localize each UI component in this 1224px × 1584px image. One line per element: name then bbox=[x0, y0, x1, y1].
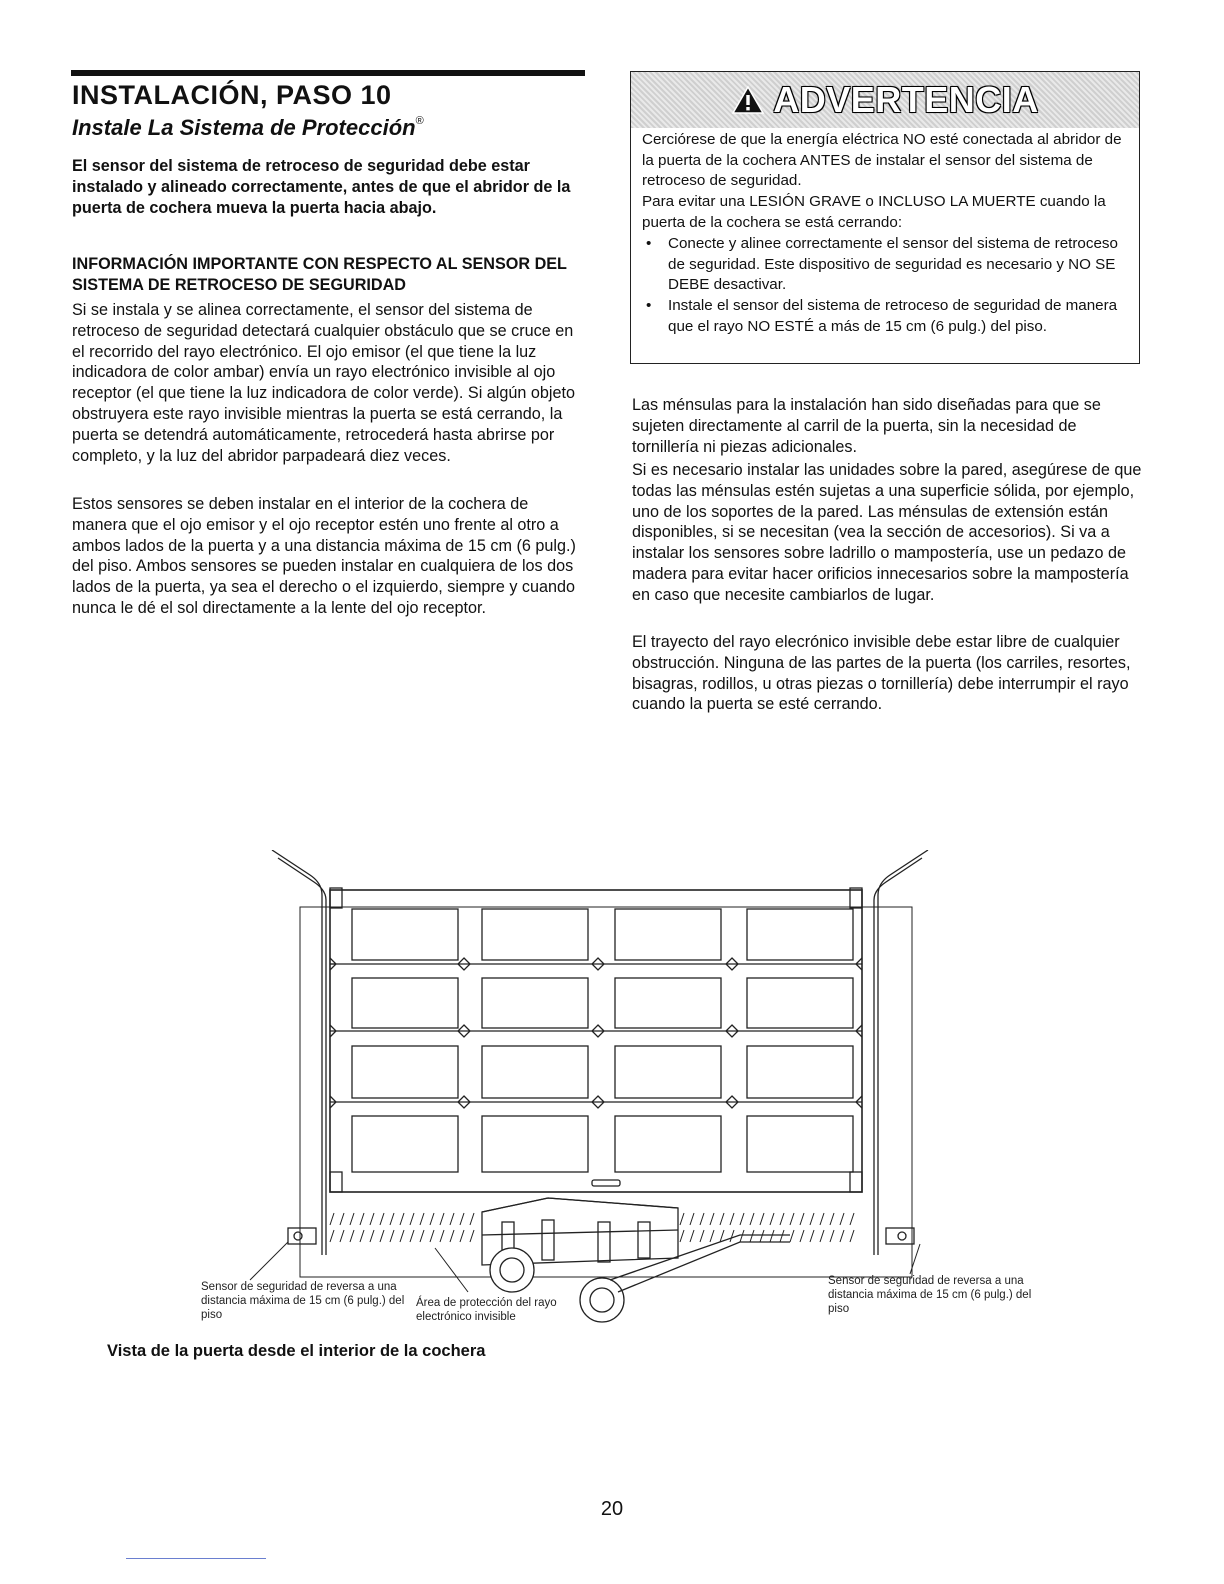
page-subtitle bbox=[72, 115, 424, 141]
warning-triangle-icon bbox=[731, 85, 765, 115]
bullet-dot: • bbox=[646, 235, 652, 252]
left-track-inner bbox=[278, 858, 326, 1255]
bullet-text: Conecte y alinee correctamente el sensor del sistema de retroceso de seguridad. Este dispositivo de seguridad es necesario y NO SE DEBE desactivar. bbox=[668, 235, 1118, 293]
left-paragraph-1: Si se instala y se alinea correctamente, el sensor del sistema de retroceso de seguridad detectará cualquier obstáculo que se cruce en el recorrido del rayo electrónico. El ojo emisor (el que tiene la luz indicadora de color ambar) envía un rayo electrónico invisible al ojo receptor (el que tiene la luz indicadora de color verde). Si algún objeto obstruyera este rayo invisible mientras la puerta se está cerrando, la puerta se detendrá automáticamente, retrocederá hasta abrirse por completo, y la luz del abridor parpadeará diez veces. bbox=[72, 301, 576, 465]
page-title: INSTALACIÓN, PASO 10 bbox=[72, 80, 392, 110]
footer-rule bbox=[126, 1558, 266, 1559]
bullet-dot: • bbox=[646, 297, 652, 314]
beam-area-label: Área de protección del rayo electrónico invisible bbox=[416, 1297, 557, 1323]
warning-paragraph-1: Cerciórese de que la energía eléctrica NO esté conectada al abridor de la puerta de la cochera ANTES de instalar el sensor del sistema de retroceso de seguridad. bbox=[642, 131, 1122, 189]
right-paragraph-1: Las ménsulas para la instalación han sido diseñadas para que se sujeten directamente al carril de la puerta, sin la necesidad de tornillería ni piezas adicionales. bbox=[632, 396, 1101, 456]
left-sensor-label: Sensor de seguridad de reversa a una distancia máxima de 15 cm (6 pulg.) del piso bbox=[201, 1281, 405, 1321]
garage-door-diagram bbox=[230, 850, 950, 1330]
right-sensor-label: Sensor de seguridad de reversa a una distancia máxima de 15 cm (6 pulg.) del piso bbox=[828, 1275, 1032, 1315]
right-sensor bbox=[886, 1228, 914, 1244]
warning-banner bbox=[631, 72, 1139, 128]
subtitle-text: Instale La Sistema de Protección bbox=[72, 115, 416, 140]
warning-paragraph-2: Para evitar una LESIÓN GRAVE o INCLUSO LA MUERTE cuando la puerta de la cochera se está cerrando: bbox=[642, 193, 1106, 231]
right-track bbox=[878, 850, 928, 1255]
lead-paragraph: El sensor del sistema de retroceso de seguridad debe estar instalado y alineado correctamente, antes de que el abridor de la puerta de cochera mueva la puerta hacia abajo. bbox=[72, 157, 571, 217]
page-number: 20 bbox=[600, 1498, 624, 1520]
warning-bullet-1 bbox=[646, 234, 1118, 296]
registered-mark: ® bbox=[415, 115, 424, 127]
left-paragraph-2: Estos sensores se deben instalar en el interior de la cochera de manera que el ojo emisor y el ojo receptor estén uno frente al otro a ambos lados de la puerta y a una distancia máxima de 15 cm (6 pulg.) del piso. Ambos sensores se pueden instalar en cualquiera de los dos lados de la puerta, ya sea el derecho o el izquierdo, siempre y cuando nunca le dé el sol directamente a la lente del ojo receptor. bbox=[72, 495, 576, 617]
info-heading: INFORMACIÓN IMPORTANTE CON RESPECTO AL SENSOR DEL SISTEMA DE RETROCESO DE SEGURIDAD bbox=[72, 255, 567, 294]
right-track-inner bbox=[874, 858, 922, 1255]
door-handle bbox=[592, 1180, 620, 1186]
title-rule bbox=[71, 70, 585, 76]
figure-caption: Vista de la puerta desde el interior de la cochera bbox=[107, 1342, 486, 1360]
warning-bullet-2 bbox=[646, 296, 1118, 337]
warning-title: ADVERTENCIA bbox=[773, 79, 1039, 120]
left-track bbox=[272, 850, 322, 1255]
door bbox=[330, 890, 862, 1192]
bullet-text: Instale el sensor del sistema de retroceso de seguridad de manera que el rayo NO ESTÉ a más de 15 cm (6 pulg.) del piso. bbox=[668, 297, 1118, 335]
right-paragraph-2: Si es necesario instalar las unidades sobre la pared, asegúrese de que todas las ménsulas estén sujetas a una superficie sólida, por ejemplo, uno de los soportes de la pared. Las ménsulas de extensión están disponibles, si se necesitan (vea la sección de accesorios). Si va a instalar los sensores sobre ladrillo o mampostería, use un pedazo de madera para evitar hacer orificios innecesarios sobre la mampostería en caso que necesite cambiarlos de lugar. bbox=[632, 461, 1142, 604]
right-paragraph-3: El trayecto del rayo elecrónico invisible debe estar libre de cualquier obstrucción. Ninguna de las partes de la puerta (los carriles, resortes, bisagras, rodillos, u otras piezas o tornillería) debe interrumpir el rayo cuando la puerta se esté cerrando. bbox=[632, 633, 1131, 714]
